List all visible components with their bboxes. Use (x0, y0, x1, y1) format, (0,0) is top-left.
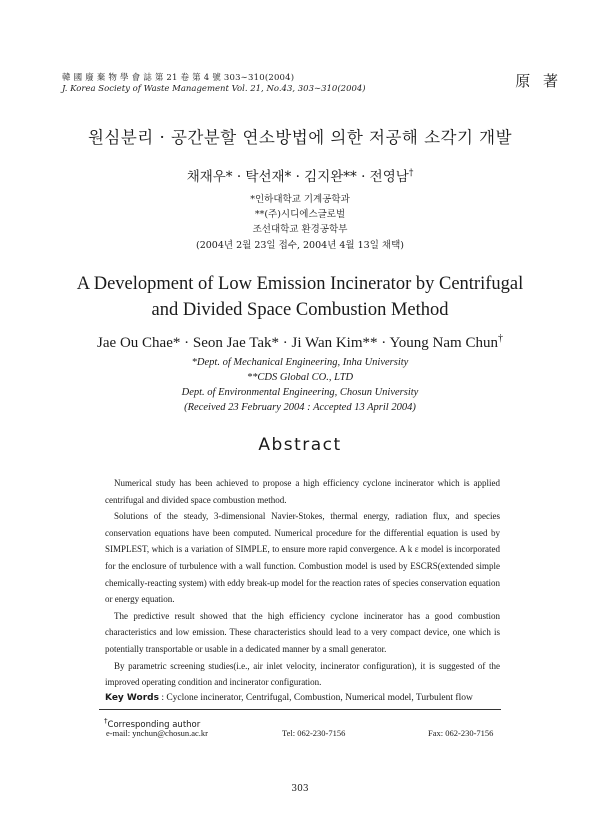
footnote-tel: Tel: 062-230-7156 (282, 728, 346, 738)
korean-authors (0, 165, 600, 185)
english-title-line-2: and Divided Space Combustion Method (151, 300, 449, 320)
korean-affiliation-2: **(주)시디에스글로벌 (254, 209, 346, 220)
page-number: 303 (291, 784, 309, 794)
korean-title: 원심분리 · 공간분할 연소방법에 의한 저공해 소각기 개발 (87, 128, 513, 147)
english-author-list: Jae Ou Chae* · Seon Jae Tak* · Ji Wan Kim** · Young Nam Chun (97, 335, 498, 351)
abstract-paragraph: By parametric screening studies(i.e., air inlet velocity, incinerator configuration), it is suggested of the improved operating condition and incinerator configuration. (105, 660, 500, 688)
footnote-author-label: Corresponding author (107, 719, 201, 730)
journal-header-english: J. Korea Society of Waste Management Vol. 21, No.43, 303∼310(2004) (62, 84, 366, 94)
footnote-email: e-mail: ynchun@chosun.ac.kr (106, 728, 209, 738)
abstract-paragraph: Numerical study has been achieved to propose a high efficiency cyclone incinerator which is applied centrifugal and divided space combustion method. (105, 478, 500, 505)
abstract-paragraph: The predictive result showed that the high efficiency cyclone incinerator has a good combustion characteristics and low emission. These characteristics should lead to a very compact device, one which is potentially transportable or usable in a dedicated manner by a small generator. (105, 610, 500, 654)
abstract-body (105, 475, 500, 691)
english-authors (0, 333, 600, 352)
english-title (0, 271, 600, 323)
article-type-label: 原 著 (515, 72, 562, 90)
corresponding-dagger-en: † (497, 333, 503, 344)
english-affiliations (0, 355, 600, 415)
keywords-label: Key Words (105, 693, 159, 703)
english-affiliation-1: *Dept. of Mechanical Engineering, Inha University (191, 357, 409, 368)
english-title-line-1: A Development of Low Emission Incinerator by Centrifugal (76, 274, 524, 294)
korean-received-dates: (2004년 2월 23일 접수, 2004년 4월 13일 채택) (196, 240, 404, 251)
abstract-heading: Abstract (258, 435, 342, 455)
abstract-paragraph: Solutions of the steady, 3-dimensional Navier-Stokes, thermal energy, radiation flux, and species conservation equations have been computed. Numerical procedure for the differential equation is used by SIMPLEST, which is a variation of SIMPLE, to ensure more rapid convergence. A k ε model is incorporated for the enclosure of turbulence with a wall function. Combustion model is used by ESCRS(extended simple chemically-reacting system) with eddy break-up model for the reaction rates of species conservation equation or energy equation. (105, 511, 500, 605)
korean-affiliation-3: 조선대학교 환경공학부 (252, 224, 348, 235)
footnote-divider (99, 709, 501, 710)
keywords (105, 693, 473, 703)
footnote-dagger: † (104, 716, 108, 725)
english-affiliation-3: Dept. of Environmental Engineering, Chosun University (181, 387, 419, 398)
english-affiliation-2: **CDS Global CO., LTD (246, 372, 354, 383)
corresponding-dagger: † (408, 168, 414, 179)
keywords-text: : Cyclone incinerator, Centrifugal, Combustion, Numerical model, Turbulent flow (158, 693, 473, 703)
english-received-dates: (Received 23 February 2004 : Accepted 13 April 2004) (184, 402, 416, 413)
journal-header-korean: 韓 國 廢 棄 物 學 會 誌 第 21 卷 第 4 號 303∼310(2004) (62, 73, 295, 83)
korean-affiliation-1: *인하대학교 기계공학과 (250, 194, 350, 205)
korean-author-list: 채재우* · 탁선재* · 김지완** · 전영남 (186, 169, 409, 185)
footnote-fax: Fax: 062-230-7156 (428, 728, 494, 738)
